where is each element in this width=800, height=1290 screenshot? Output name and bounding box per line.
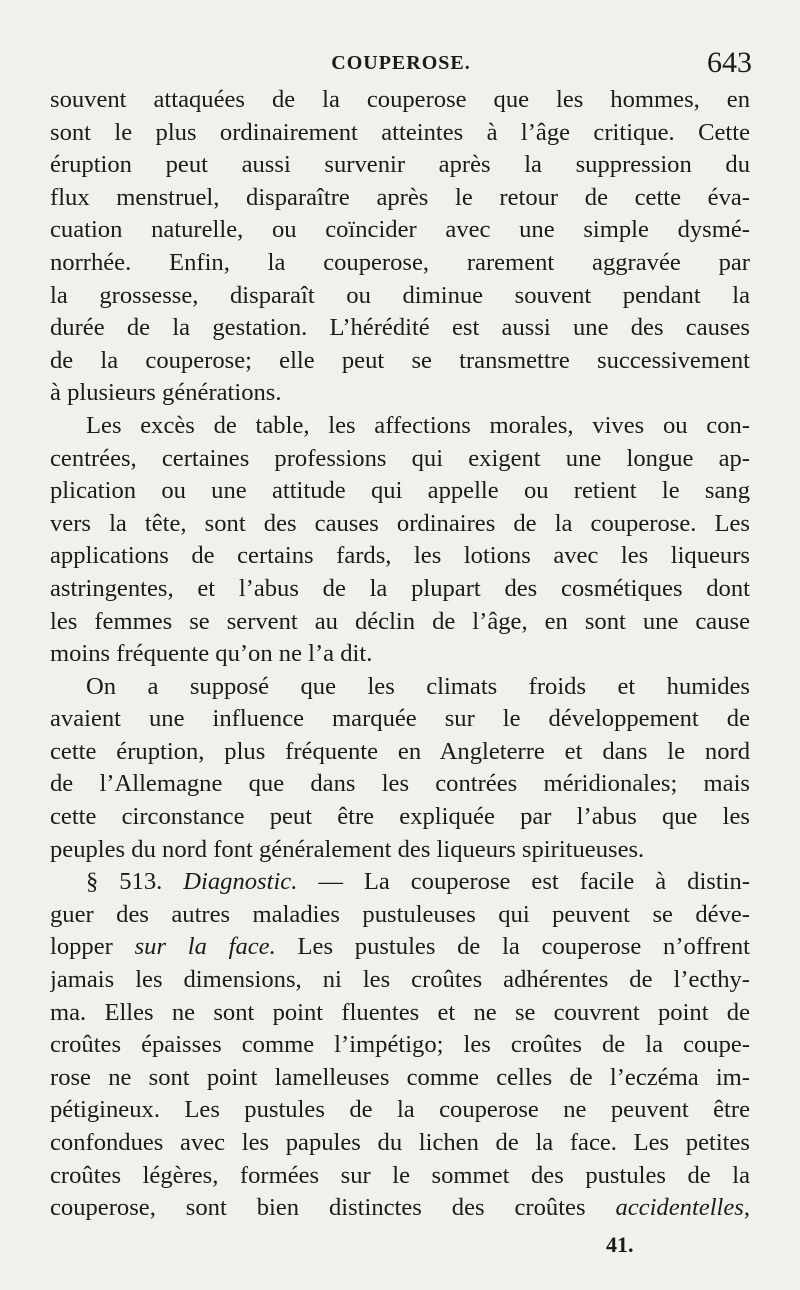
text-line: centrées, certaines professions qui exigent une longue ap- — [50, 444, 750, 472]
text-line: moins fréquente qu’on ne l’a dit. — [50, 640, 373, 668]
text-line: durée de la gestation. L’hérédité est aussi une des causes — [50, 314, 750, 342]
text-line: peuples du nord font généralement des liqueurs spiritueuses. — [50, 835, 645, 863]
text-line: de la couperose; elle peut se transmettre successivement — [50, 346, 750, 374]
text-line: Les excès de table, les affections morales, vives ou con- — [86, 411, 750, 439]
text-line: On a supposé que les climats froids et humides — [86, 672, 750, 700]
text-line: applications de certains fards, les lotions avec les liqueurs — [50, 542, 750, 570]
text-line: § 513. Diagnostic. — La couperose est facile à distin- — [86, 868, 750, 896]
text-line: sont le plus ordinairement atteintes à l’âge critique. Cette — [50, 118, 750, 146]
text-line: de l’Allemagne que dans les contrées méridionales; mais — [50, 770, 750, 798]
text-line: avaient une influence marquée sur le développement de — [50, 705, 750, 733]
text-line: vers la tête, sont des causes ordinaires de la couperose. Les — [50, 509, 750, 537]
text-line: cuation naturelle, ou coïncider avec une simple dysmé- — [50, 216, 750, 244]
text-line: norrhée. Enfin, la couperose, rarement aggravée par — [50, 248, 750, 276]
text-line: cette circonstance peut être expliquée par l’abus que les — [50, 803, 750, 831]
text-line: croûtes légères, formées sur le sommet des pustules de la — [50, 1161, 750, 1189]
text-line: ma. Elles ne sont point fluentes et ne se couvrent point de — [50, 998, 750, 1026]
text-line: les femmes se servent au déclin de l’âge, en sont une cause — [50, 607, 750, 635]
text-line: rose ne sont point lamelleuses comme celles de l’eczéma im- — [50, 1063, 750, 1091]
text-line: à plusieurs générations. — [50, 379, 282, 407]
signature-mark: 41. — [606, 1232, 634, 1257]
text-line: guer des autres maladies pustuleuses qui peuvent se déve- — [50, 900, 750, 928]
page-number: 643 — [707, 46, 752, 79]
body-text — [50, 84, 750, 1225]
text-line: jamais les dimensions, ni les croûtes adhérentes de l’ecthy- — [50, 966, 750, 994]
text-line: cette éruption, plus fréquente en Angleterre et dans le nord — [50, 737, 750, 765]
text-line: lopper sur la face. Les pustules de la couperose n’offrent — [50, 933, 750, 961]
text-line: souvent attaquées de la couperose que les hommes, en — [50, 86, 750, 113]
text-line: croûtes épaisses comme l’impétigo; les croûtes de la coupe- — [50, 1031, 750, 1059]
text-line: couperose, sont bien distinctes des croûtes accidentelles, — [50, 1194, 750, 1222]
text-line: flux menstruel, disparaître après le retour de cette éva- — [50, 183, 750, 211]
text-line: la grossesse, disparaît ou diminue souvent pendant la — [50, 281, 750, 309]
running-head — [50, 46, 752, 86]
text-line: éruption peut aussi survenir après la suppression du — [50, 151, 750, 179]
text-line: confondues avec les papules du lichen de la face. Les petites — [50, 1129, 750, 1156]
text-line: plication ou une attitude qui appelle ou retient le sang — [50, 477, 750, 505]
text-line: astringentes, et l’abus de la plupart des cosmétiques dont — [50, 574, 750, 602]
text-line: pétigineux. Les pustules de la couperose ne peuvent être — [50, 1096, 750, 1124]
running-title: COUPEROSE. — [331, 52, 471, 74]
